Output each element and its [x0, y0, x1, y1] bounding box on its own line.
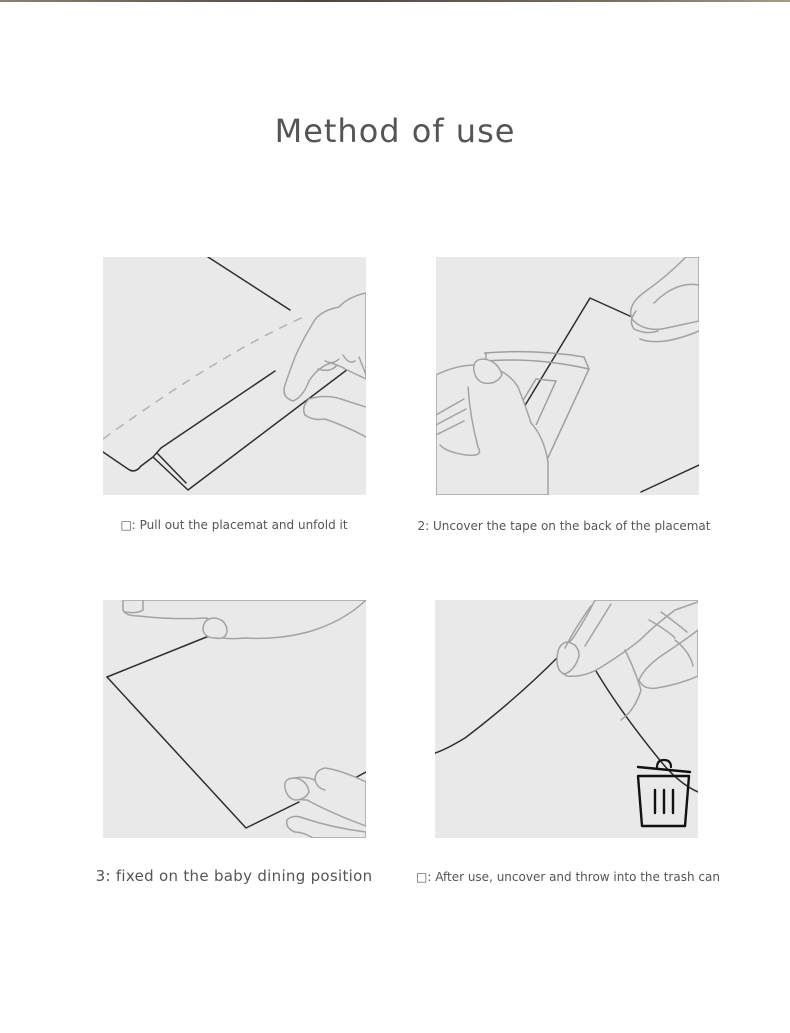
trash-can-icon — [638, 760, 690, 826]
step-1-caption: □: Pull out the placemat and unfold it — [120, 518, 348, 532]
uncover-tape-drawing — [436, 257, 699, 495]
step-1-illustration — [103, 257, 366, 495]
fix-placemat-drawing — [103, 600, 366, 838]
step-4-caption: □: After use, uncover and throw into the trash can — [416, 870, 720, 884]
step-2-caption: 2: Uncover the tape on the back of the placemat — [417, 519, 711, 533]
top-decorative-rule — [0, 0, 790, 2]
discard-placemat-drawing — [435, 600, 698, 838]
step-2-illustration — [436, 257, 699, 495]
step-4-illustration — [435, 600, 698, 838]
page-title: Method of use — [274, 112, 516, 150]
unfold-placemat-drawing — [103, 257, 366, 495]
step-3-illustration — [103, 600, 366, 838]
step-3-caption: 3: fixed on the baby dining position — [95, 867, 373, 885]
